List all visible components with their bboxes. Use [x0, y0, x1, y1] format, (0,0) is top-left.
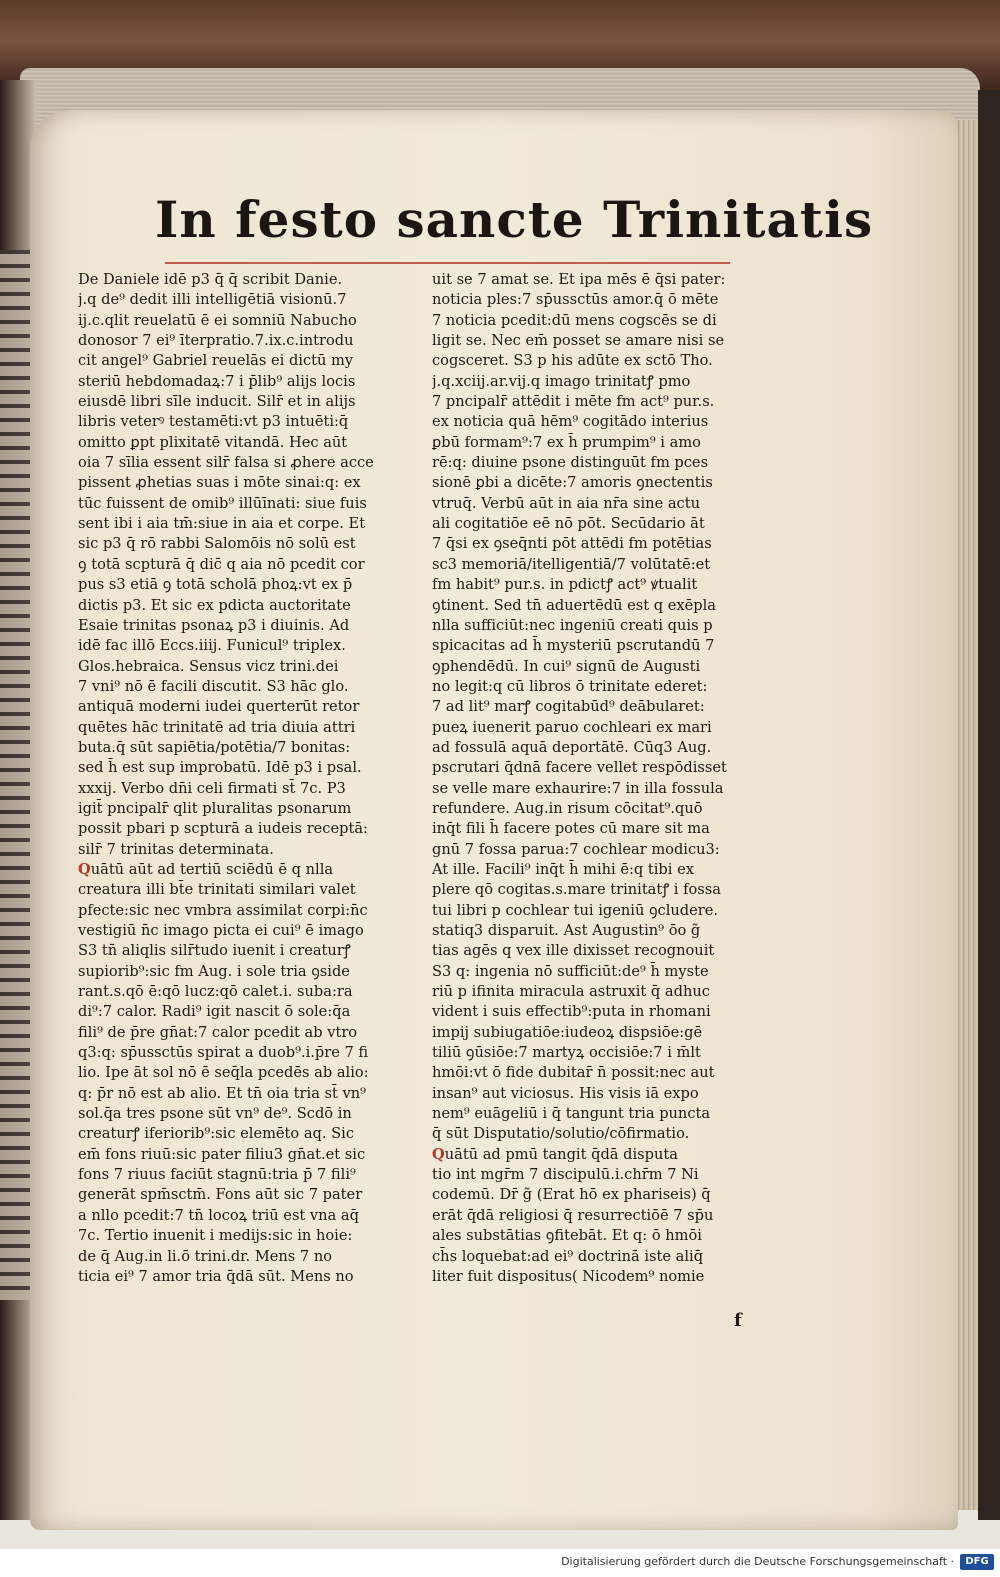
text-line: 7 vni⁹ nō ē facili discutit. S3 hāc glo.	[78, 677, 349, 695]
text-line: ex noticia quā hēm⁹ cogitādo interius	[432, 413, 709, 431]
text-line: ꝯtinent. Sed tn̄ aduertēdū est q exēpla	[432, 596, 716, 614]
text-line: creatura illi bt̄e trinitati similari valet	[78, 881, 356, 899]
text-line: pscrutari q̄dnā facere vellet respōdisset	[432, 759, 727, 777]
text-line: riū p ifinita miracula astruxit q̄ adhuc	[432, 983, 710, 1001]
text-line: quētes hāc trinitatē ad tria diuia attri	[78, 718, 356, 736]
text-line: rant.s.qō ē:qō lucz:qō calet.i. suba:ra	[78, 983, 353, 1001]
text-line: steriū hebdomadaꝝ:7 i p̄lib⁹ alijs locis	[78, 372, 356, 390]
text-line: insan⁹ aut viciosus. His visis iā expo	[432, 1084, 699, 1102]
text-line: ales substātias ꝯfitebāt. Et q: ō hmōi	[432, 1227, 702, 1245]
text-line: em̄ fons riuū:sic pater filiu3 gn̄at.et sic	[78, 1145, 366, 1163]
text-line: ticia ei⁹ 7 amor tria q̄dā sūt. Mens no	[78, 1267, 354, 1285]
text-line: ch̄s loquebat:ad ei⁹ doctrinā iste aliq̄	[432, 1247, 704, 1265]
text-line: sent ibi i aia tm̄:siue in aia et corpe. Et	[78, 515, 366, 533]
text-line: At ille. Facili⁹ inq̄t h̄ mihi ē:q tibi ex	[432, 860, 694, 878]
text-line: vestigiū n̄c imago picta ei cui⁹ ē imago	[78, 922, 364, 939]
text-line: uit se 7 amat se. Et ipa mēs ē q̄si pater:	[432, 271, 726, 288]
text-line: gnū 7 fossa parua:7 cochlear modicu3:	[432, 840, 720, 858]
text-line: De Daniele idē p3 q̄ q̄ scribit Danie.	[78, 271, 343, 288]
text-line: 7 q̄si ex ꝯseq̄nti pōt attēdi fm potētias	[432, 535, 712, 553]
text-line: tio int mgr̄m 7 discipulū.i.chr̄m 7 Ni	[432, 1166, 699, 1184]
text-line: pissent ꝓhetias suas i mōte sinai:q: ex	[78, 474, 361, 492]
text-line: omitto ꝑpt plixitatē vitandā. Hec aūt	[78, 433, 348, 451]
footer-bar	[0, 1549, 1000, 1577]
text-line: xxxij. Verbo dn̄i celi firmati st̄ 7c. P3	[78, 779, 346, 797]
text-line: S3 tn̄ aliqlis silr̄tudo iuenit i creaturꝭ	[78, 942, 351, 960]
text-line: lio. Ipe āt sol nō ē seq̄la pcedēs ab alio:	[78, 1064, 369, 1082]
text-line: supiorib⁹:sic fm Aug. i sole tria ꝯside	[78, 962, 350, 980]
text-line: pueꝝ iuenerit paruo cochleari ex mari	[432, 718, 712, 736]
text-line: liter fuit dispositus( Nicodem⁹ nomie	[432, 1267, 705, 1285]
text-line: buta.q̄ sūt sapiētia/potētia/7 bonitas:	[78, 738, 351, 756]
text-line: tui libri p cochlear tui igeniū ꝯcludere.	[432, 901, 719, 919]
text-line: ali cogitatiōe eē nō pōt. Secūdario āt	[432, 515, 705, 533]
text-line: dictis p3. Et sic ex pdicta auctoritate	[78, 596, 351, 614]
dfg-logo: DFG	[960, 1554, 994, 1570]
text-line: noticia ples:7 sp̄ussctūs amor.q̄ ō mēte	[432, 291, 719, 309]
text-line: inq̄t fili h̄ facere potes cū mare sit ma	[432, 820, 710, 838]
text-line: sed h̄ est sup improbatū. Idē p3 i psal.	[78, 759, 362, 777]
text-line: sc3 memoriā/itelligentiā/7 volūtatē:et	[432, 555, 711, 573]
text-line: tias agēs q vex ille dixisset recognouit	[432, 942, 715, 960]
text-line: cit angel⁹ Gabriel reuelās ei dictū my	[78, 352, 354, 370]
text-line: libris veterꝰ testamēti:vt p3 intuēti:q̄	[78, 413, 349, 431]
text-column-left	[78, 270, 443, 1287]
cover-edge-right	[978, 90, 1000, 1520]
page-title: In festo sancte Trinitatis	[155, 190, 874, 249]
text-line: ꝑbū formam⁹:7 ex h̄ prumpim⁹ i amo	[432, 433, 701, 451]
text-line: tūc fuissent de omib⁹ illūīnati: siue fuis	[78, 494, 367, 512]
text-line: plere qō cogitas.s.mare trinitatꝭ i fossa	[432, 881, 721, 899]
signature-mark: f	[734, 1310, 742, 1331]
text-line: di⁹:7 calor. Radi⁹ igit nascit ō sole:q̄a	[78, 1003, 351, 1021]
text-line: impij subiugatiōe:iudeoꝝ dispsiōe:gē	[432, 1023, 703, 1041]
text-line: pus s3 etiā ꝯ totā scholā phoꝝ:vt ex p̄	[78, 576, 353, 594]
text-column-right	[432, 270, 802, 1287]
text-line: donosor 7 ei⁹ īterpratio.7.ix.c.introdu	[78, 332, 354, 350]
text-line: q̄ sūt Disputatio/solutio/cōfirmatio.	[432, 1125, 690, 1143]
text-line: sol.q̄a tres psone sūt vn⁹ de⁹. Scdō in	[78, 1105, 352, 1123]
text-line: no legit:q cū libros ō trinitate ederet:	[432, 677, 708, 695]
text-line: oia 7 sīlia essent silr̄ falsa si ꝓhere acce	[78, 454, 374, 472]
text-line: Esaie trinitas psonaꝝ p3 i diuinis. Ad	[78, 616, 350, 634]
text-line: fm habit⁹ pur.s. in pdictꝭ act⁹ ꝟtualit	[432, 576, 698, 594]
text-line: generāt spm̄sctm̄. Fons aūt sic 7 pater	[78, 1186, 363, 1204]
text-line: hmōi:vt ō fide dubitar̄ n̄ possit:nec aut	[432, 1064, 715, 1082]
text-line: 7 pncipalr̄ attēdit i mēte fm act⁹ pur.s.	[432, 393, 715, 411]
text-line: silr̄ 7 trinitas determinata.	[78, 840, 274, 858]
text-line: ligit se. Nec em̄ posset se amare nisi se	[432, 332, 725, 350]
text-line: refundere. Aug.in risum cōcitat⁹.quō	[432, 799, 703, 817]
text-line: rē:q: diuine psone distinguūt fm pces	[432, 454, 709, 472]
text-line: nem⁹ euāgeliū i q̄ tangunt tria puncta	[432, 1105, 711, 1123]
text-line: pfecte:sic nec vmbra assimilat corpi:n̄c	[78, 901, 368, 919]
text-line: codemū. Dr̄ g̃ (Erat hō ex phariseis) q̄	[432, 1186, 711, 1204]
text-line: Quātū aūt ad tertiū sciēdū ē q nlla	[78, 860, 334, 878]
text-line: ꝯ totā scpturā q̄ dic̄ q aia nō pcedit cor	[78, 555, 365, 573]
title-underline	[165, 262, 730, 264]
text-line: possit pbari p scpturā a iudeis receptā:	[78, 820, 368, 838]
text-line: ꝯphendēdū. In cui⁹ signū de Augusti	[432, 657, 701, 675]
text-line: fili⁹ de p̄re gn̄at:7 calor pcedit ab vtro	[78, 1023, 358, 1041]
text-line: de q̄ Aug.in li.ō trini.dr. Mens 7 no	[78, 1247, 333, 1265]
text-line: ij.c.qlit reuelatū ē ei somniū Nabucho	[78, 311, 357, 329]
text-line: igit̄ pncipalr̄ qlit pluralitas psonarum	[78, 799, 352, 817]
text-line: statiq3 disparuit. Ast Augustin⁹ ōo g̃	[432, 922, 701, 939]
text-line: vident i suis effectib⁹:puta in rhomani	[432, 1003, 711, 1021]
text-line: eiusdē libri sīle inducit. Silr̄ et in alijs	[78, 393, 356, 411]
text-line: 7 ad lit⁹ marꝭ cogitabūd⁹ deābularet:	[432, 698, 705, 716]
footer-credit: Digitalisierung gefördert durch die Deutsche Forschungsgemeinschaft ·	[561, 1555, 954, 1568]
text-line: Glos.hebraica. Sensus vicz trini.dei	[78, 657, 339, 675]
text-line: S3 q: ingenia nō sufficiūt:de⁹ h̄ myste	[432, 962, 709, 980]
text-line: fons 7 riuus faciūt stagnū:tria p̄ 7 fili⁹	[78, 1166, 356, 1184]
text-line: j.q de⁹ dedit illi intelligētiā visionū.7	[78, 291, 347, 309]
text-line: 7 noticia pcedit:dū mens cogscēs se di	[432, 311, 717, 329]
text-line: antiquā moderni iudei querterūt retor	[78, 698, 360, 716]
text-line: tiliū ꝯūsiōe:7 martyꝝ occisiōe:7 i m̄lt	[432, 1044, 701, 1062]
text-line: idē fac illō Eccs.iiij. Funicul⁹ triplex.	[78, 637, 346, 655]
text-line: cogsceret. S3 p his adūte ex sctō Tho.	[432, 352, 713, 370]
text-line: creaturꝭ iferiorib⁹:sic elemēto aq. Sic	[78, 1125, 355, 1143]
text-line: sic p3 q̄ rō rabbi Salomōis nō solū est	[78, 535, 356, 553]
text-line: q3:q: sp̄ussctūs spirat a duob⁹.i.p̄re 7 fi	[78, 1044, 369, 1062]
text-line: a nllo pcedit:7 tn̄ locoꝝ triū est vna aq̄	[78, 1206, 359, 1224]
text-line: nlla sufficiūt:nec ingeniū creati quis p	[432, 616, 713, 634]
text-line: se velle mare exhaurire:7 in illa fossula	[432, 779, 724, 797]
text-line: vtruq̄. Verbū aūt in aia nr̄a sine actu	[432, 494, 700, 512]
text-line: j.q.xciij.ar.vij.q imago trinitatꝭ pmo	[432, 372, 691, 390]
text-line: erāt q̄dā religiosi q̄ resurrectiōē 7 sp̄u	[432, 1206, 714, 1224]
text-line: Quātū ad pmū tangit q̄dā disputa	[432, 1145, 678, 1163]
text-line: q: p̄r nō est ab alio. Et tn̄ oia tria st̄ vn⁹	[78, 1084, 367, 1102]
text-line: 7c. Tertio inuenit i medijs:sic in hoie:	[78, 1227, 353, 1245]
text-line: sionē ꝑbi a dicēte:7 amoris ꝯnectentis	[432, 474, 713, 492]
text-line: ad fossulā aquā deportātē. Cūq3 Aug.	[432, 738, 712, 756]
text-line: spicacitas ad h̄ mysteriū pscrutandū 7	[432, 637, 715, 655]
